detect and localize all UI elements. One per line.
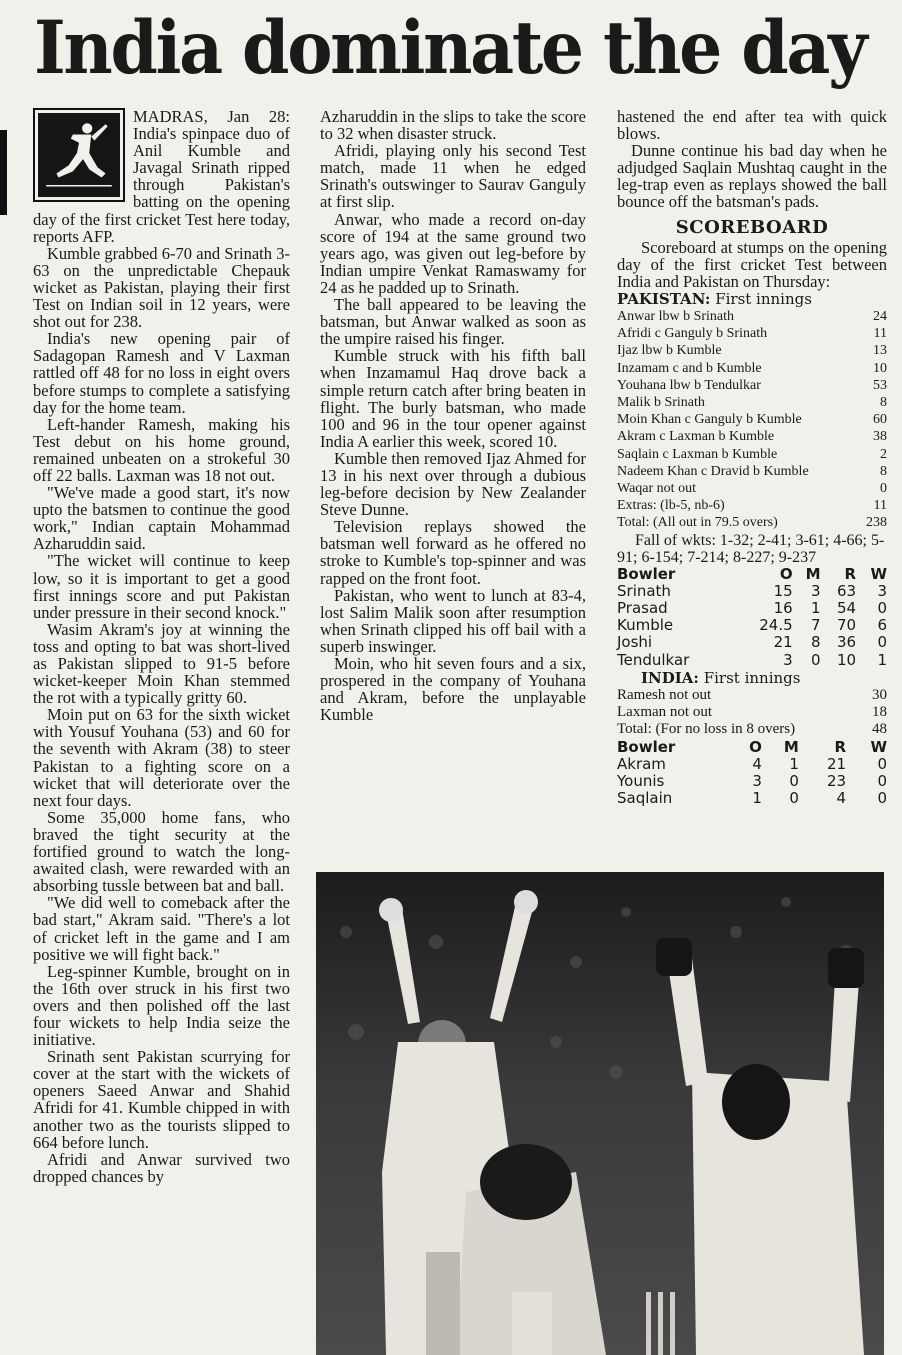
bowling-header-cell: Bowler (617, 564, 676, 583)
bowling-header-cell: W (870, 564, 887, 583)
article-paragraph: Kumble then removed Ijaz Ahmed for 13 in his next over through a dubious leg-before decision by New Zealander Steve Dunne. (320, 448, 586, 520)
pakistan-innings-header: PAKISTAN: First innings (617, 289, 812, 308)
bowling-cell: Kumble (617, 616, 674, 635)
runs-value: 13 (873, 343, 887, 359)
bowling-cell: Saqlain (617, 789, 673, 808)
india-batting-list (617, 687, 887, 739)
bowling-cell: 24.5 (759, 616, 793, 635)
bowling-cell: 0 (877, 754, 887, 773)
bowling-header-cell: O (749, 737, 762, 756)
scoreboard-intro: Scoreboard at stumps on the opening day of the first cricket Test between India and Pakistan on Thursday: (617, 237, 887, 291)
article-paragraph: Moin, who hit seven fours and a six, prospered in the company of Youhana and Akram, before the unplayable Kumble (320, 654, 586, 725)
page-edge-mark (0, 130, 7, 215)
bowling-cell: 6 (877, 616, 887, 635)
bowling-cell: Srinath (617, 581, 671, 600)
bowling-row (617, 634, 887, 651)
bowling-cell: 0 (789, 772, 799, 790)
runs-value: 238 (866, 515, 887, 531)
batsman-entry: Total: (For no loss in 8 overs) (617, 721, 796, 738)
bowling-cell: 8 (810, 633, 821, 652)
article-paragraph: Anwar, who made a record on-day score of 194 at the same ground two years ago, was given out leg-before by Indian umpire Venkat Ramaswamy for 24 as he padded up to Srinath. (320, 209, 586, 297)
bowling-cell: 1 (877, 650, 887, 669)
article-paragraph: Afridi and Anwar survived two dropped chances by (33, 1149, 290, 1186)
bowling-row (617, 583, 887, 600)
batting-row (617, 377, 887, 394)
article-paragraph: hastened the end after tea with quick blows. (617, 107, 887, 144)
article-paragraph: Wasim Akram's joy at winning the toss and opting to bat was short-lived as Pakistan slipped to 91-5 before wicket-keeper Moin Khan stemmed the rot with a typically gritty 60. (33, 619, 290, 708)
article-paragraph: Kumble struck with his fifth ball when Inzamamul Haq drove back a simple return catch after bring beaten in flight. The burly batsman, who made 100 and 96 in the tour opener against India A earlier this week, scored 10. (320, 346, 586, 451)
article-paragraph: Left-hander Ramesh, making his Test debut on his home ground, remained unbeaten on a strokeful 30 off 22 balls. Laxman was 18 not out. (33, 414, 290, 485)
bowling-cell: 0 (877, 772, 887, 790)
runs-value: 0 (880, 481, 887, 497)
article-paragraph: Dunne continue his bad day when he adjudged Saqlain Mushtaq caught in the leg-trap even as replays showed the ball bounce off the batsman's pads. (617, 141, 887, 212)
runs-value: 2 (880, 446, 887, 462)
batting-row (617, 704, 887, 721)
bowling-cell: 23 (826, 772, 847, 790)
batsman-entry: Malik b Srinath (617, 395, 705, 411)
batsman-entry: Ijaz lbw b Kumble (617, 343, 722, 359)
batting-row (617, 308, 887, 325)
batsman-entry: Akram c Laxman b Kumble (617, 429, 775, 445)
article-column-1 (33, 108, 290, 1185)
bowling-cell: 4 (752, 754, 762, 773)
batsman-entry: Laxman not out (617, 704, 712, 721)
bowling-cell: Joshi (617, 633, 653, 652)
article-paragraph: Srinath sent Pakistan scurrying for cover at the start with the wickets of openers Saeed Anwar and Shahid Afridi for 41. Kumble chipped in with another two as the tourists slipped to 664 before lunch. (33, 1047, 290, 1152)
batting-row (617, 721, 887, 738)
bowling-cell: 36 (837, 633, 857, 652)
bowling-row (617, 756, 887, 773)
runs-value: 60 (873, 412, 887, 428)
article-paragraph: Kumble grabbed 6-70 and Srinath 3-63 on the unpredictable Chepauk wicket as Pakistan, playing their first Test on Indian soil in 12 years, were shot out for 238. (33, 243, 290, 332)
runs-value: 30 (872, 686, 887, 703)
runs-value: 11 (873, 498, 887, 514)
bowling-cell: 3 (752, 772, 762, 790)
runs-value: 24 (873, 309, 887, 325)
batsman-entry: Nadeem Khan c Dravid b Kumble (617, 463, 809, 479)
article-paragraph: "The wicket will continue to keep low, so it is important to get a good first innings score and put Pakistan under pressure in their second knock." (33, 551, 290, 622)
bowling-row (617, 600, 887, 617)
pakistan-bowling-table (617, 566, 887, 669)
article-paragraph: Leg-spinner Kumble, brought on in the 16th over struck in his first two overs and then polished off the last four wickets to help India seize the initiative. (33, 961, 290, 1050)
bowling-cell: 0 (810, 650, 821, 669)
batting-row (617, 360, 887, 377)
runs-value: 38 (873, 429, 887, 445)
bowling-cell: 1 (810, 599, 821, 618)
bowling-cell: Tendulkar (617, 650, 690, 669)
scoreboard-title: SCOREBOARD (675, 216, 829, 238)
bowling-row (617, 652, 887, 669)
batsman-entry: Saqlain c Laxman b Kumble (617, 446, 778, 462)
bowling-cell: 1 (789, 754, 799, 773)
india-innings-header: INDIA: First innings (641, 668, 801, 687)
bowling-cell: 1 (752, 789, 762, 808)
runs-value: 53 (873, 377, 887, 393)
bowling-cell: 0 (877, 633, 887, 652)
batsman-entry: Afridi c Ganguly b Srinath (617, 326, 768, 342)
bowling-row (617, 617, 887, 634)
batsman-entry: Moin Khan c Ganguly b Kumble (617, 412, 802, 428)
bowling-cell: Younis (617, 772, 665, 790)
article-paragraph: Afridi, playing only his second Test match, made 11 when he edged Srinath's outswinger to Saurav Ganguly at first slip. (320, 141, 586, 212)
bowling-header-cell: O (779, 564, 793, 583)
batsman-entry: Ramesh not out (617, 686, 712, 703)
bowling-cell: 3 (877, 581, 887, 600)
bowling-cell: 21 (826, 754, 847, 773)
batsman-entry: Waqar not out (617, 481, 696, 497)
article-column-2 (320, 108, 586, 723)
article-paragraph: Some 35,000 home fans, who braved the tight security at the fortified ground to watch the long-awaited clash, were rewarded with an absorbing tussle between bat and ball. (33, 807, 290, 896)
bowling-cell: 70 (837, 616, 857, 635)
fall-of-wickets: Fall of wkts: 1-32; 2-41; 3-61; 4-66; 5-91; 6-154; 7-214; 8-227; 9-237 (617, 531, 885, 566)
batting-row (617, 497, 887, 514)
batting-row (617, 325, 887, 342)
bowling-header-cell: Bowler (617, 737, 676, 756)
pakistan-batting-list (617, 308, 887, 532)
article-paragraph: "We've made a good start, it's now upto the batsmen to continue the good work," Indian captain Mohammad Azharuddin said. (33, 483, 290, 554)
article-paragraph: India's new opening pair of Sadagopan Ramesh and V Laxman rattled off 48 for no loss in eight overs before stumps to complete a satisfying day for the home team. (33, 329, 290, 417)
india-bowling-table (617, 739, 887, 808)
article-paragraph: Moin put on 63 for the sixth wicket with Yousuf Youhana (53) and 60 for the seventh with Akram (38) to steer Pakistan to a fighting score on a wicket that will deteriorate over the next four days. (33, 705, 290, 810)
bowling-header-cell: W (870, 737, 887, 756)
batting-row (617, 687, 887, 704)
bowling-header-cell: M (783, 737, 799, 756)
bowling-cell: 7 (810, 616, 821, 635)
batting-row (617, 394, 887, 411)
batsman-entry: Total: (All out in 79.5 overs) (617, 515, 778, 531)
bowling-cell: 3 (810, 581, 821, 600)
runs-value: 8 (880, 395, 887, 411)
bowling-header-cell: M (805, 564, 821, 583)
bowling-cell: 15 (773, 581, 793, 600)
batting-row (617, 514, 887, 531)
batting-row (617, 446, 887, 463)
bowling-header-row (617, 566, 887, 583)
article-paragraph: MADRAS, Jan 28: India's spinpace duo of Anil Kumble and Javagal Srinath ripped through Pakistan's batting on the opening day of the first cricket Test here today, reports AFP. (33, 107, 290, 246)
bowling-cell: 0 (877, 789, 887, 808)
bowling-cell: 10 (837, 650, 857, 669)
article-paragraph: The ball appeared to be leaving the batsman, but Anwar walked as soon as the umpire raised his finger. (320, 295, 586, 349)
bowling-header-cell: R (844, 564, 857, 583)
bowling-cell: 4 (836, 789, 847, 808)
bowling-cell: 21 (773, 633, 793, 652)
bowling-cell: 0 (877, 599, 887, 618)
batting-row (617, 463, 887, 480)
batting-row (617, 480, 887, 497)
headline: India dominate the day (34, 5, 866, 91)
article-paragraph: Azharuddin in the slips to take the score to 32 when disaster struck. (320, 107, 586, 144)
bowling-header-row (617, 739, 887, 756)
runs-value: 18 (872, 704, 887, 721)
article-paragraph: Pakistan, who went to lunch at 83-4, lost Salim Malik soon after resumption when Srinath clipped his off bail with a superb inswinger. (320, 585, 586, 656)
bowling-cell: 0 (789, 789, 799, 808)
runs-value: 11 (873, 326, 887, 342)
runs-value: 8 (880, 463, 887, 479)
article-paragraph: "We did well to comeback after the bad start," Akram said. "There's a lot of cricket left in the game and I am positive we will fight back." (33, 893, 290, 964)
bowling-cell: Prasad (617, 599, 668, 618)
batting-row (617, 342, 887, 359)
bowling-cell: 3 (783, 650, 793, 669)
batsman-entry: Extras: (lb-5, nb-6) (617, 498, 725, 514)
runs-value: 10 (873, 360, 887, 376)
batsman-entry: Youhana lbw b Tendulkar (617, 377, 761, 393)
article-paragraph: Television replays showed the batsman well forward as he offered no stroke to Kumble's top-spinner and was rapped on the front foot. (320, 517, 586, 588)
bowling-cell: 63 (837, 581, 857, 600)
bowling-row (617, 790, 887, 807)
batsman-entry: Inzamam c and b Kumble (617, 360, 762, 376)
article-column-3 (617, 108, 887, 807)
bowling-cell: 16 (773, 599, 793, 618)
bowling-cell: 54 (837, 599, 857, 618)
runs-value: 48 (872, 721, 887, 738)
bowling-header-cell: R (834, 737, 847, 756)
celebration-photo (316, 872, 884, 1355)
batsman-entry: Anwar lbw b Srinath (617, 309, 735, 325)
batting-row (617, 428, 887, 445)
bowling-row (617, 773, 887, 790)
bowling-cell: Akram (617, 754, 666, 773)
batting-row (617, 411, 887, 428)
cricket-batsman-icon (33, 108, 125, 202)
